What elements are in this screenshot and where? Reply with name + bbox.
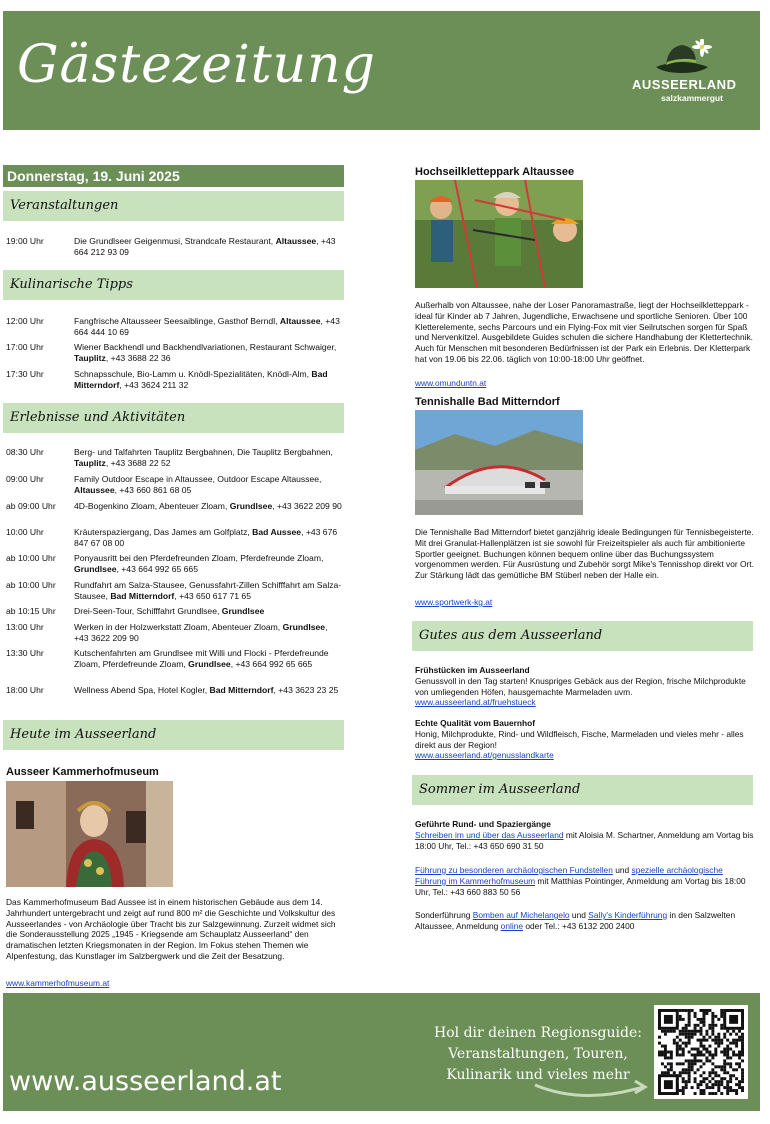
event-time: 17:00 Uhr (6, 342, 44, 352)
tennis-title: Tennishalle Bad Mitterndorf (415, 396, 560, 408)
header-banner (3, 11, 760, 130)
event-row (6, 369, 342, 390)
event-description: Fangfrische Altausseer Seesaiblinge, Gasthof Berndl, Altaussee, +43 664 444 10 69 (74, 316, 340, 337)
event-row (6, 606, 342, 617)
tennis-link[interactable]: www.sportwerk-kg.at (415, 597, 493, 607)
sommer-heading: Geführte Rund- und Spaziergänge (415, 819, 551, 829)
tennis-image (415, 410, 583, 515)
kletter-text: Außerhalb von Altaussee, nahe der Loser Panoramastraße, liegt der Hochseilklettерpark - ideal für Kinder ab 7 Jahren, Jugendliche, Erwachsene und sportliche Senioren. Über 100 Kletterelemente, sechs Parcours und ein Flying-Fox mit vier Seilrutschen sorgen für Spaß und Nervenkitzel. Ausgebildete Guides schulen die sichere Handhabung der Klettertechnik. Auch für Menschen mit besonderen Bedürfnissen ist der Park ein Erlebnis. Der Kletterpark hat von 19.06 bis 22.06. täglich von 10:00-18:00 Uhr geöffnet. (415, 300, 754, 364)
ausseerland-logo (632, 33, 742, 113)
footer-banner (3, 993, 760, 1111)
sommer-item-3: Sonderführung Bomben auf Michelangelo und Sally's Kinderführung in den Salzwelten Altaussee, Anmeldung online oder Tel.: +43 6132 200 2400 (415, 910, 736, 931)
footer-guide: Hol dir deinen Regionsguide: Veranstaltungen, Touren, Kulinarik und vieles mehr (434, 1025, 642, 1083)
qr-code[interactable] (654, 1005, 748, 1099)
event-location: Grundlsee (229, 501, 273, 511)
section-heute: Heute im Ausseerland (3, 720, 344, 750)
sommer-link-3[interactable]: spezielle archäologische Führung im Kammerhofmuseum (415, 865, 723, 886)
event-row (6, 474, 342, 495)
museum-title: Ausseer Kammerhofmuseum (6, 766, 159, 778)
event-description: Drei-Seen-Tour, Schifffahrt Grundlsee, Grundlsee (74, 606, 265, 616)
event-location: Altaussee (279, 316, 321, 326)
event-location: Tauplitz (74, 457, 106, 468)
museum-link[interactable]: www.kammerhofmuseum.at (6, 978, 110, 988)
event-location: Bad Mitterndorf (74, 369, 328, 390)
logo-sub: salzkammergut (661, 93, 723, 103)
event-location: Bad Aussee (252, 527, 302, 537)
event-row (6, 236, 342, 257)
sommer-link-2[interactable]: Führung zu besonderen archäologischen Fundstellen (415, 865, 613, 875)
event-row (6, 622, 342, 643)
section-kulinarik: Kulinarische Tipps (3, 270, 344, 300)
gutes-text-1: Genussvoll in den Tag starten! Knuspriges Gebäck aus der Region, frische Milchprodukte von umliegenden Höfen, hausgemachte Marmeladen uvm. (415, 676, 746, 697)
event-description: Wellness Abend Spa, Hotel Kogler, Bad Mitterndorf, +43 3623 23 25 (74, 685, 339, 695)
museum-text: Das Kammerhofmuseum Bad Aussee ist in einem historischen Gebäude aus dem 14. Jahrhundert untergebracht und zeigt auf rund 800 m² die Geschichte und Volkskultur des Ausseerlandes - von Archäologie über Tracht bis zur Salzgewinnung. Zurzeit widmet sich die Sonderausstellung 2025 „1945 - Kriegsende am Schauplatz Ausseerland“ den dramatischen letzten Kriegsmonaten in der Region. Im Fokus stehen Themen wie Alpenfestung, das Kunstlager im Salzbergwerk und die Zeit der Besatzung. (6, 897, 336, 961)
event-location: Grundlsee (282, 622, 326, 632)
section-gutes: Gutes aus dem Ausseerland (412, 621, 753, 651)
section-erlebnisse: Erlebnisse und Aktivitäten (3, 403, 344, 433)
museum-image (6, 781, 173, 887)
event-row (6, 527, 342, 548)
event-location: Bad Mitterndorf (209, 685, 274, 695)
page-title: Gästezeitung (17, 35, 376, 95)
event-time: 18:00 Uhr (6, 685, 44, 695)
event-row (6, 501, 342, 512)
event-row (6, 648, 342, 669)
event-time: 13:00 Uhr (6, 622, 44, 632)
sommer-link-1[interactable]: Schreiben im und über das Ausseerland (415, 830, 564, 840)
event-description: Kräuterspaziergang, Das James am Golfplatz, Bad Aussee, +43 676 847 67 08 00 (74, 527, 338, 548)
event-description: Schnapsschule, Bio-Lamm u. Knödl-Spezialitäten, Knödl-Alm, Bad Mitterndorf, +43 3624 211 32 (74, 369, 328, 390)
event-time: ab 09:00 Uhr (6, 501, 56, 511)
kletter-image (415, 180, 583, 288)
kletter-link[interactable]: www.omunduntn.at (415, 378, 487, 388)
hat-icon (650, 39, 714, 77)
footer-url[interactable]: www.ausseerland.at (9, 1066, 282, 1097)
gutes-link-1[interactable]: www.ausseerland.at/fruehstueck (415, 697, 536, 707)
gutes-text-2: Honig, Milchprodukte, Rind- und Wildfleisch, Fische, Marmeladen und vieles mehr - alles direkt aus der Region! (415, 729, 744, 750)
event-location: Bad Mitterndorf (110, 590, 175, 601)
gutes-link-2[interactable]: www.ausseerland.at/genusslandkarte (415, 750, 554, 760)
event-time: 19:00 Uhr (6, 236, 44, 246)
event-time: 10:00 Uhr (6, 527, 44, 537)
event-time: ab 10:00 Uhr (6, 553, 56, 563)
sommer-link-4[interactable]: Bomben auf Michelangelo (472, 910, 570, 920)
section-sommer: Sommer im Ausseerland (412, 775, 753, 805)
event-time: 09:00 Uhr (6, 474, 44, 484)
event-time: 17:30 Uhr (6, 369, 44, 379)
gutes-heading-1: Frühstücken im Ausseerland (415, 665, 530, 675)
event-row (6, 342, 342, 363)
event-time: 12:00 Uhr (6, 316, 44, 326)
event-row (6, 447, 342, 468)
event-description: Family Outdoor Escape in Altaussee, Outdoor Escape Altaussee, Altaussee, +43 660 861 68 05 (74, 474, 322, 495)
event-location: Grundlsee (74, 563, 117, 574)
event-row (6, 685, 342, 696)
logo-brand: AUSSEERLAND (632, 77, 737, 92)
event-row (6, 316, 342, 337)
sommer-link-5[interactable]: Sally's Kinderführung (588, 910, 668, 920)
event-description: Rundfahrt am Salza-Stausee, Genussfahrt-Zillen Schifffahrt am Salza-Stausee, Bad Mitterndorf, +43 650 617 71 65 (74, 580, 342, 601)
event-description: Werken in der Holzwerkstatt Zloam, Abenteuer Zloam, Grundlsee, +43 3622 209 90 (74, 622, 328, 643)
arrow-icon (533, 1075, 653, 1101)
event-description: Die Grundlseer Geigenmusi, Strandcafe Restaurant, Altaussee, +43 664 212 93 09 (74, 236, 336, 257)
event-location: Grundlsee (221, 606, 265, 616)
event-location: Altaussee (74, 484, 115, 495)
event-time: ab 10:00 Uhr (6, 580, 56, 590)
tennis-text: Die Tennishalle Bad Mitterndorf bietet ganzjährig ideale Bedingungen für Tennisbegeisterte. Mit drei Granulat-Hallenplätzen ist sie sowohl für Freizeitspieler als auch für ambitionierte Sportler geeignet. Buchungen können bequem online über das Buchungssystem vorgenommen werden. Für Ausrüstung und Zubehör sorgt Mike's Tennisshop direkt vor Ort. Zur Stärkung lädt das gemütliche BM Stüberl neben der Halle ein. (415, 527, 754, 580)
event-location: Tauplitz (74, 352, 106, 363)
event-location: Altaussee (275, 236, 317, 246)
event-description: Berg- und Talfahrten Tauplitz Bergbahnen, Die Tauplitz Bergbahnen, Tauplitz, +43 3688 22 52 (74, 447, 333, 468)
sommer-item-1: Schreiben im und über das Ausseerland mit Aloisia M. Schartner, Anmeldung am Vortag bis 18:00 Uhr, Tel.: +43 650 690 31 50 (415, 830, 754, 851)
event-time: ab 10:15 Uhr (6, 606, 56, 616)
sommer-item-2: Führung zu besonderen archäologischen Fundstellen und spezielle archäologische Führung im Kammerhofmuseum mit Matthias Pointinger, Anmeldung am Vortag bis 18:00 Uhr, Tel.: +43 660 883 50 56 (415, 865, 746, 897)
event-description: Wiener Backhendl und Backhendlvariationen, Restaurant Schwaiger, Tauplitz, +43 3688 22 36 (74, 342, 337, 363)
event-location: Grundlsee (188, 658, 231, 669)
event-description: 4D-Bogenkino Zloam, Abenteuer Zloam, Grundlsee, +43 3622 209 90 (74, 501, 342, 511)
event-row (6, 580, 342, 601)
qr-code-icon (658, 1009, 744, 1095)
section-veranstaltungen: Veranstaltungen (3, 191, 344, 221)
event-row (6, 553, 342, 574)
event-description: Kutschenfahrten am Grundlsee mit Willi und Flocki - Pferdefreunde Zloam, Pferdefreunde Zloam, Grundlsee, +43 664 992 65 665 (74, 648, 329, 669)
date-bar: Donnerstag, 19. Juni 2025 (3, 165, 344, 187)
event-time: 13:30 Uhr (6, 648, 44, 658)
gutes-heading-2: Echte Qualität vom Bauernhof (415, 718, 536, 728)
kletter-title: Hochseilklettерpark Altaussee (415, 166, 575, 178)
event-description: Ponyausritt bei den Pferdefreunden Zloam, Pferdefreunde Zloam, Grundlsee, +43 664 992 65 665 (74, 553, 324, 574)
event-time: 08:30 Uhr (6, 447, 44, 457)
sommer-link-6[interactable]: online (500, 920, 524, 931)
